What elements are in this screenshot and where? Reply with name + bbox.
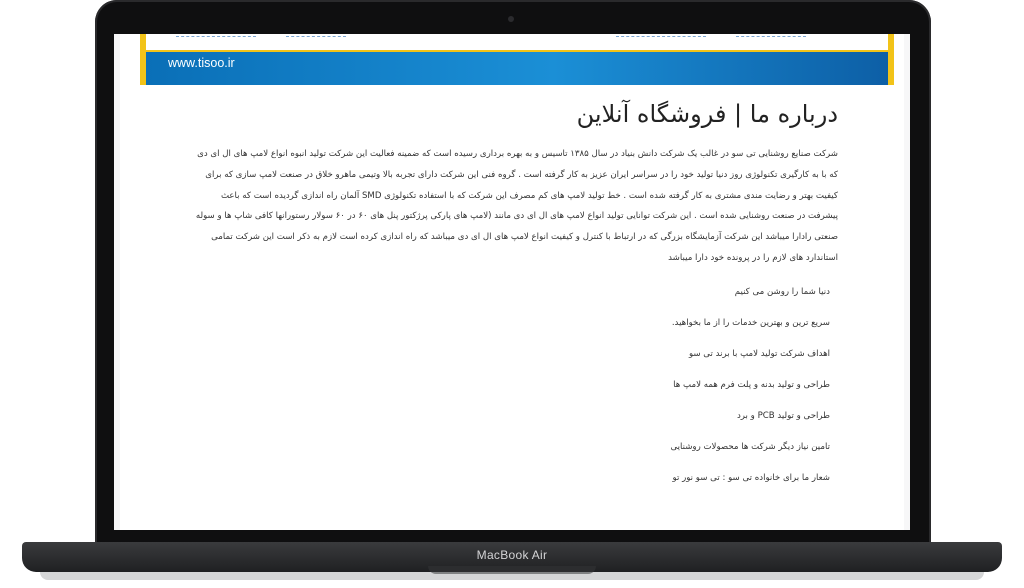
- banner-sketch-line: [616, 36, 706, 47]
- laptop-shadow: [40, 572, 984, 580]
- laptop-screen: [114, 34, 910, 530]
- list-item: دنیا شما را روشن می کنیم: [734, 287, 830, 297]
- intro-paragraph: شرکت صنایع روشنایی تی سو در غالب یک شرکت دانش بنیاد در سال ۱۳۸۵ تاسیس و به بهره برداری رسیده است که ضمینه فعالیت این شرکت تولید انبوه انواع لامپ های ال ای دی که با به کارگیری تکنولوژی روز دنیا تولید خود را در سراسر ایران عزیز به کار گرفته است . گروه فنی این شرکت دارای تجربه بالا وتیمی ماهرو خلاق در صنعت لامپ سازی که برای کیفیت بهتر و رضایت مندی مشتری به کار گرفته شده است . خط تولید لامپ های کم مصرف این شرکت که با استفاده تکنولوژی SMD آلمان راه اندازی گردیده است که باعث پیشرفت در صنعت روشنایی شده است . این شرکت توانایی تولید انواع لامپ های ال ای دی مانند (لامپ های پارکی پرژکتور پنل های ۶۰ در ۶۰ سولار رستورانها کافی شاپ ها و سوله صنعتی رادارا میباشد این شرکت آزمایشگاه بزرگی که در ارتباط با کنترل و کیفیت انواع لامپ های ال ای دی میباشد که راه اندازی کرده است لازم به ذکر است این شرکت تمامی استاندارد های لازم را در پرونده خود دارا میباشد: [195, 149, 838, 263]
- list-item: تامین نیاز دیگر شرکت ها محصولات روشنایی: [670, 442, 830, 452]
- banner-sketch-line: [736, 36, 806, 47]
- banner-sketch-line: [286, 36, 346, 47]
- features-list: [670, 284, 830, 501]
- banner-sketch-line: [176, 36, 256, 47]
- list-item: طراحی و تولید بدنه و پلت فرم همه لامپ ها: [673, 380, 830, 390]
- banner-illustration: [146, 34, 888, 52]
- banner-dot-icon: [876, 44, 880, 48]
- website-url[interactable]: www.tisoo.ir: [168, 56, 235, 70]
- page-content: [120, 34, 904, 530]
- list-item: شعار ما برای خانواده تی سو : تی سو نور تو: [672, 473, 830, 483]
- device-label: MacBook Air: [476, 548, 548, 562]
- list-item: سریع ترین و بهترین خدمات را از ما بخواهید.: [671, 318, 830, 328]
- list-item: طراحی و تولید PCB و برد: [736, 411, 830, 421]
- list-item: اهداف شرکت تولید لامپ با برند تی سو: [688, 349, 830, 359]
- header-banner[interactable]: [140, 34, 894, 85]
- camera-icon: [508, 16, 514, 22]
- page-title: درباره ما | فروشگاه آنلاین: [576, 100, 838, 128]
